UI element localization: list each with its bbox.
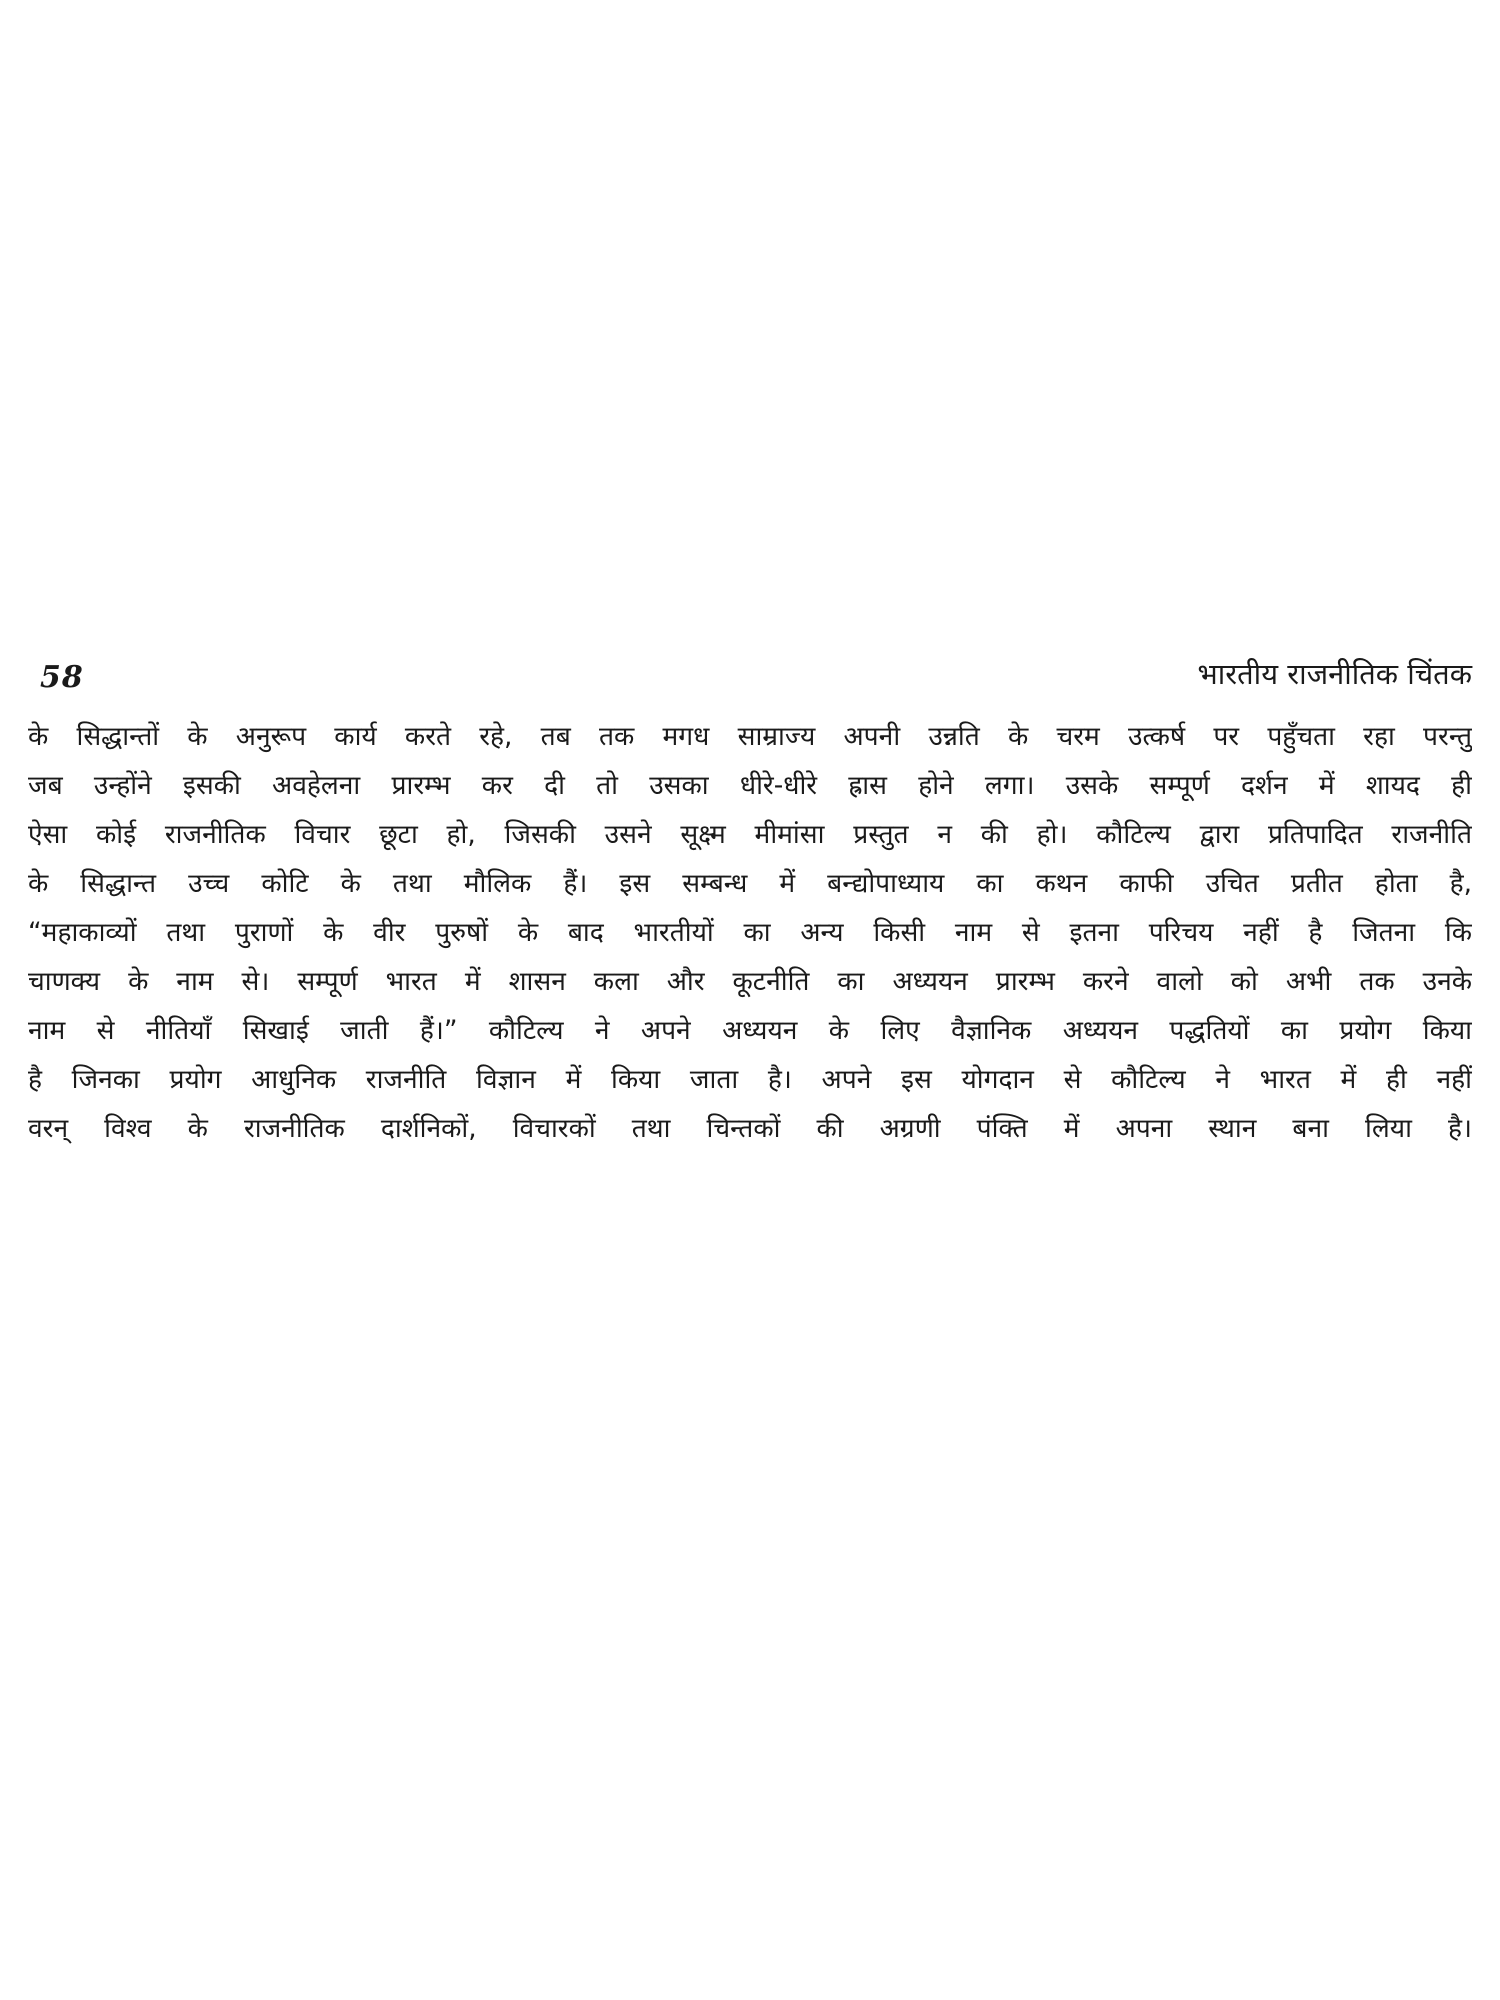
text-line: ऐसा कोई राजनीतिक विचार छूटा हो, जिसकी उसने सूक्ष्म मीमांसा प्रस्तुत न की हो। कौटिल्य द्वारा प्रतिपादित राजनीति [28, 819, 1472, 850]
text-line: के सिद्धान्त उच्च कोटि के तथा मौलिक हैं। इस सम्बन्ध में बन्द्योपाध्याय का कथन काफी उचित प्रतीत होता है, [28, 868, 1472, 899]
page-header [40, 648, 1472, 698]
text-line: के सिद्धान्तों के अनुरूप कार्य करते रहे, तब तक मगध साम्राज्य अपनी उन्नति के चरम उत्कर्ष पर पहुँचता रहा परन्तु [28, 721, 1472, 752]
text-line: वरन् विश्व के राजनीतिक दार्शनिकों, विचारकों तथा चिन्तकों की अग्रणी पंक्ति में अपना स्थान बना लिया है। [28, 1113, 1472, 1144]
text-line: नाम से नीतियाँ सिखाई जाती हैं।” कौटिल्य ने अपने अध्ययन के लिए वैज्ञानिक अध्ययन पद्धतियों का प्रयोग किया [28, 1015, 1472, 1046]
text-line: है जिनका प्रयोग आधुनिक राजनीति विज्ञान में किया जाता है। अपने इस योगदान से कौटिल्य ने भारत में ही नहीं [28, 1064, 1472, 1095]
body-paragraph [28, 712, 1472, 1153]
text-line: चाणक्य के नाम से। सम्पूर्ण भारत में शासन कला और कूटनीति का अध्ययन प्रारम्भ करने वालो को अभी तक उनके [28, 966, 1472, 997]
text-line: “महाकाव्यों तथा पुराणों के वीर पुरुषों के बाद भारतीयों का अन्य किसी नाम से इतना परिचय नहीं है जितना कि [28, 917, 1472, 948]
page-number: 58 [40, 660, 84, 695]
text-line: जब उन्होंने इसकी अवहेलना प्रारम्भ कर दी तो उसका धीरे-धीरे ह्रास होने लगा। उसके सम्पूर्ण दर्शन में शायद ही [28, 770, 1472, 801]
running-head-title: भारतीय राजनीतिक चिंतक [1197, 657, 1472, 691]
